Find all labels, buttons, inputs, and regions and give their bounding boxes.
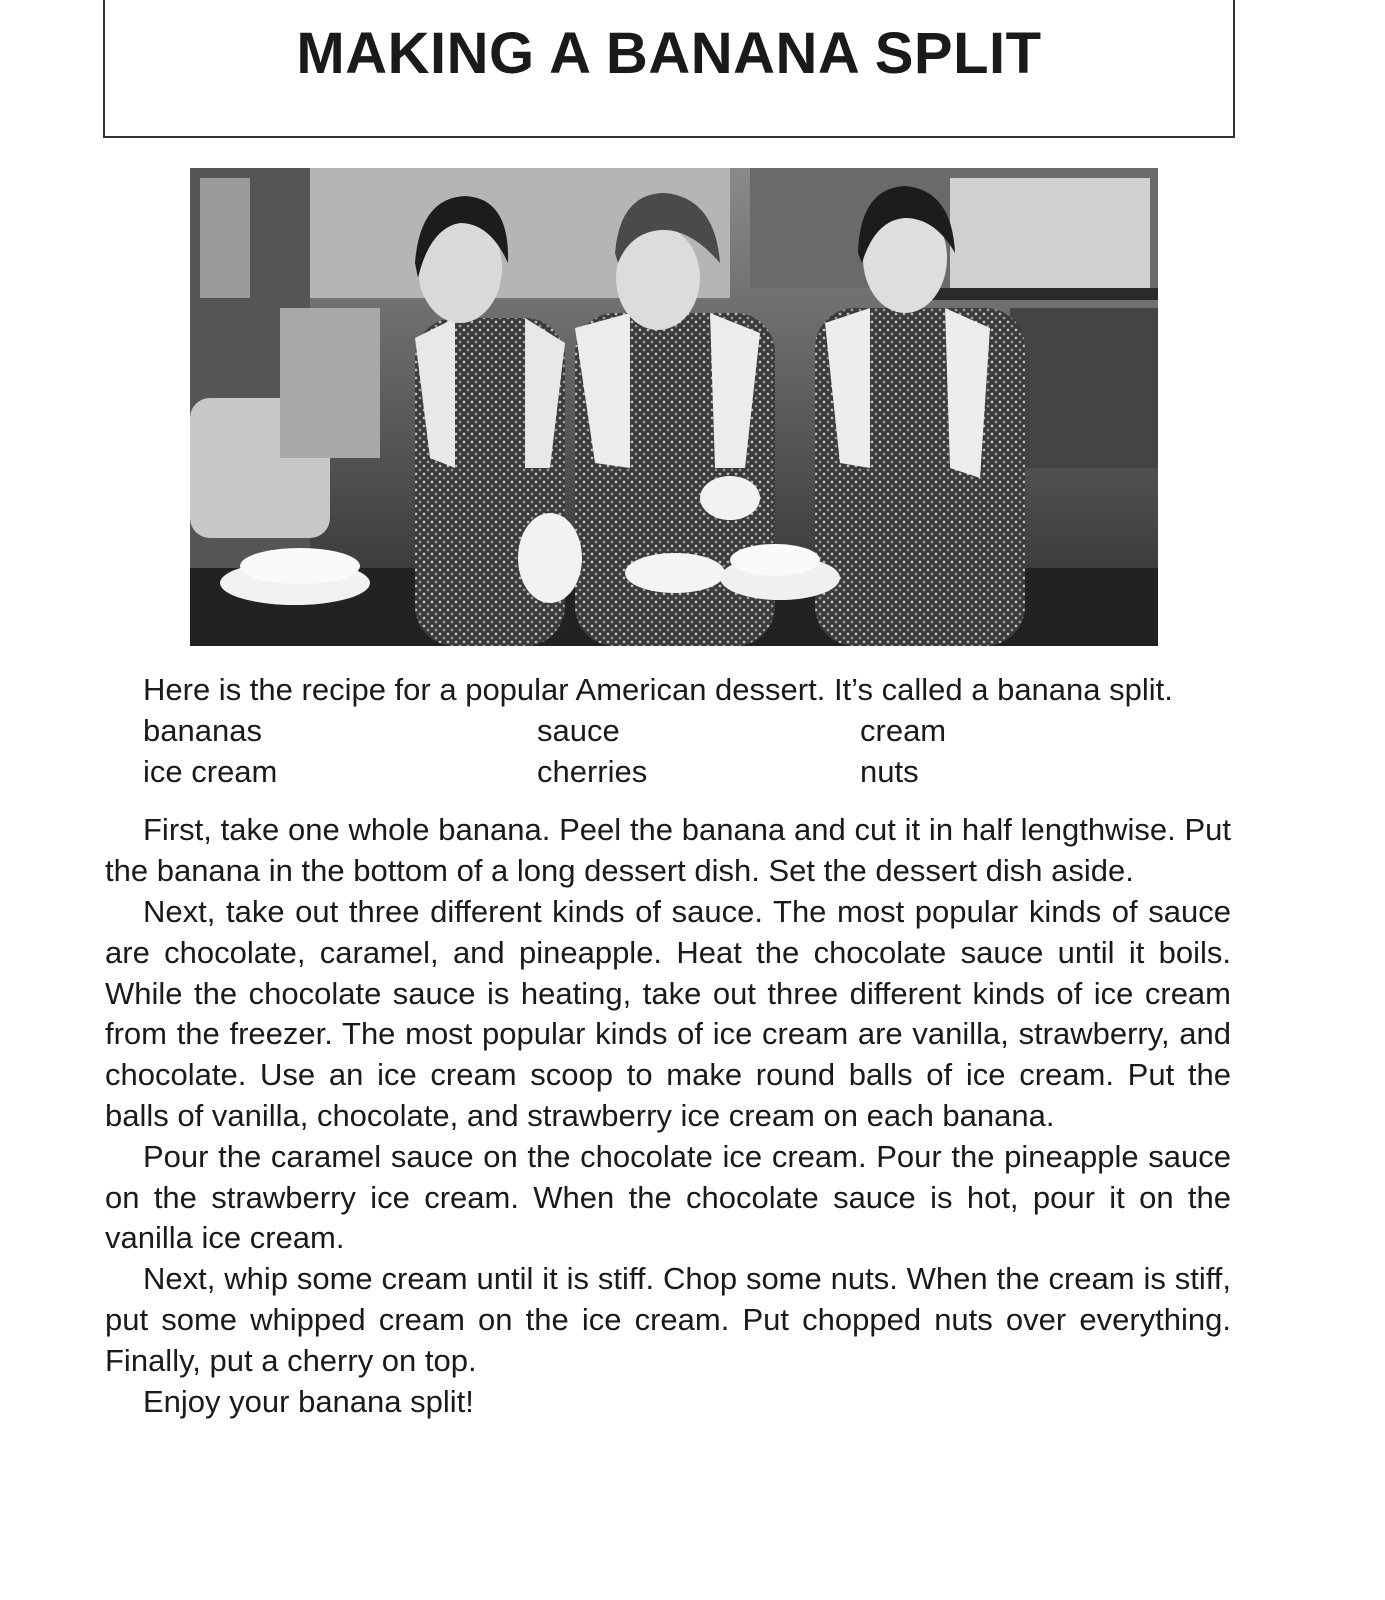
step-paragraph: Pour the caramel sauce on the chocolate ice cream. Pour the pineapple sauce on the strawberry ice cream. When the chocolate sauce is hot, pour it on the vanilla ice cream. [105,1138,1231,1256]
ingredient-item: ice cream [143,753,278,789]
ingredient-item: sauce [537,712,620,748]
ingredient-column [537,711,860,793]
title-box [103,0,1235,138]
photo-illustration [190,168,1158,646]
ingredient-list [105,711,1231,793]
step-paragraph: Next, whip some cream until it is stiff. Chop some nuts. When the cream is stiff, put some whipped cream on the ice cream. Put chopped nuts over everything. Finally, put a cherry on top. [105,1261,1231,1378]
ingredient-item: nuts [860,753,919,789]
ingredient-item: cream [860,712,947,748]
intro-paragraph: Here is the recipe for a popular American dessert. It’s called a banana split. [143,672,1173,707]
step-paragraph: Next, take out three different kinds of sauce. The most popular kinds of sauce are chocolate, caramel, and pineapple. Heat the chocolate sauce until it boils. While the chocolate sauce is heating, take out three different kinds of ice cream from the freezer. The most popular kinds of ice cream are vanilla, strawberry, and chocolate. Use an ice cream scoop to make round balls of ice cream. Put the balls of vanilla, chocolate, and strawberry ice cream on each banana. [105,893,1231,1133]
closing-line: Enjoy your banana split! [143,1383,474,1419]
ingredient-item: bananas [143,712,262,748]
page-title: MAKING A BANANA SPLIT [296,20,1042,86]
ingredient-item: cherries [537,753,648,789]
step-paragraph: First, take one whole banana. Peel the banana and cut it in half lengthwise. Put the banana in the bottom of a long dessert dish. Set the dessert dish aside. [105,812,1231,889]
ingredient-column [143,711,537,793]
ingredient-column [860,711,1160,793]
photo-three-women-serving-banana-splits [190,168,1158,646]
recipe-text [105,670,1231,1422]
